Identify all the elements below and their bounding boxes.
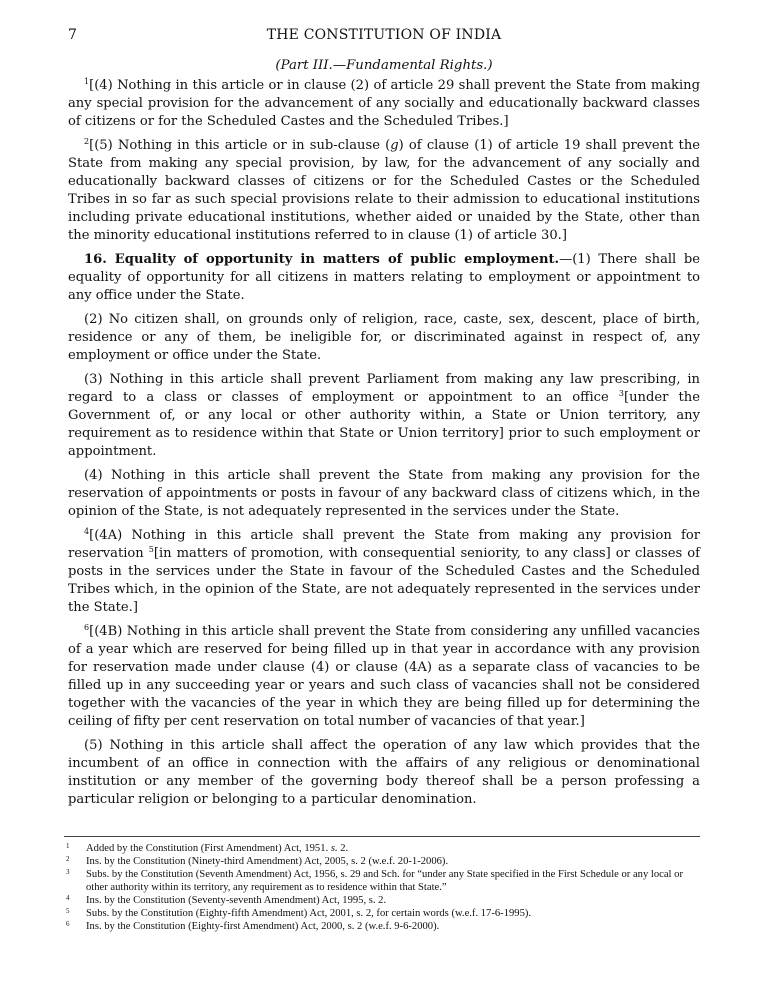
page-number: 7 [68,27,77,43]
article-16-clause-4: (4) Nothing in this article shall prevent the State from making any provision for the reservation of appointments or posts in favour of any backward class of citizens which, in the opinion of the State, is not adequately represented in the services under the State. [68,468,700,519]
article-16-clause-4a: $^4$[(4A) Nothing in this article shall prevent the State from making any provision for reservation $^5$[in matters of promotion, with consequential seniority, to any class] or classes of posts in the services under the State in favour of the Scheduled Castes and the Scheduled Tribes which, in the opinion of the State, are not adequately represented in the services under the State.] [68,527,700,615]
footnote-item: $^1$ Added by the Constitution (First Amendment) Act, 1951. s. 2. [66,842,349,854]
article-16-clause-5: (5) Nothing in this article shall affect the operation of any law which provides that the incumbent of an office in connection with the affairs of any religious or denominational institution or any member of the governing body thereof shall be a person professing a particular religion or belonging to a particular denomination. [68,738,700,807]
footnote-marker: 4 [84,527,90,536]
footnote-marker: 5 [148,545,154,554]
footnote-marker: 3 [618,389,625,398]
article-heading: 16. Equality of opportunity in matters of public employment. [84,252,560,267]
article-16-clause-1: 16. Equality of opportunity in matters of public employment.—(1) There shall be equality of opportunity for all citizens in matters relating to employment or appointment to any office under the State. [68,252,701,303]
footnote-marker: 6 [84,623,90,632]
footnotes [64,836,700,933]
footnote-item: $^3$ Subs. by the Constitution (Seventh Amendment) Act, 1956, s. 29 and Sch. for “under any State specified in the First Schedule or any local or other authority within its territory, any requirement as to residence within that State.” [66,868,683,893]
body-text [68,77,700,815]
footnote-item: $^2$ Ins. by the Constitution (Ninety-third Amendment) Act, 2005, s. 2 (w.e.f. 20-1-2006). [66,855,449,867]
article-16-clause-2: (2) No citizen shall, on grounds only of religion, race, caste, sex, descent, place of birth, residence or any of them, be ineligible for, or discriminated against in respect of, any employment or office under the State. [68,312,700,363]
article-16-clause-4b: $^6$[(4B) Nothing in this article shall prevent the State from considering any unfilled vacancies of a year which are reserved for being filled up in that year in accordance with any provision for reservation made under clause (4) or clause (4A) as a separate class of vacancies to be filled up in any succeeding year or years and such class of vacancies shall not be considered together with the vacancies of the year in which they are being filled up for determining the ceiling of fifty per cent reservation on total number of vacancies of that year.] [68,623,700,729]
footnote-item: $^6$ Ins. by the Constitution (Eighty-first Amendment) Act, 2000, s. 2 (w.e.f. 9-6-2000). [66,920,440,932]
page-header [68,25,700,47]
article-16-clause-3: (3) Nothing in this article shall prevent Parliament from making any law prescribing, in regard to a class or classes of employment or appointment to an office $^3$[under the Government of, or any local or other authority within, a State or Union territory, any requirement as to residence within that State or Union territory] prior to such employment or appointment. [68,372,700,459]
footnote-marker: 1 [84,77,90,86]
running-title: THE CONSTITUTION OF INDIA [266,27,502,43]
footnote-item: $^5$ Subs. by the Constitution (Eighty-fifth Amendment) Act, 2001, s. 2, for certain words (w.e.f. 17-6-1995). [66,907,532,919]
clause-15-4: $^1$[(4) Nothing in this article or in clause (2) of article 29 shall prevent the State from making any special provision for the advancement of any socially and educationally backward classes of citizens or for the Scheduled Castes and the Scheduled Tribes.] [68,77,700,129]
footnote-marker: 2 [84,137,90,146]
clause-15-5: $^2$[(5) Nothing in this article or in sub-clause (g) of clause (1) of article 19 shall prevent the State from making any special provision, by law, for the advancement of any socially and educationally backward classes of citizens or for the Scheduled Castes or the Scheduled Tribes in so far as such special provisions relate to their admission to educational institutions including private educational institutions, whether aided or unaided by the State, other than the minority educational institutions referred to in clause (1) of article 30.] [68,137,700,243]
part-heading: (Part III.—Fundamental Rights.) [275,58,493,73]
footnote-item: $^4$ Ins. by the Constitution (Seventy-seventh Amendment) Act, 1995, s. 2. [66,894,387,906]
